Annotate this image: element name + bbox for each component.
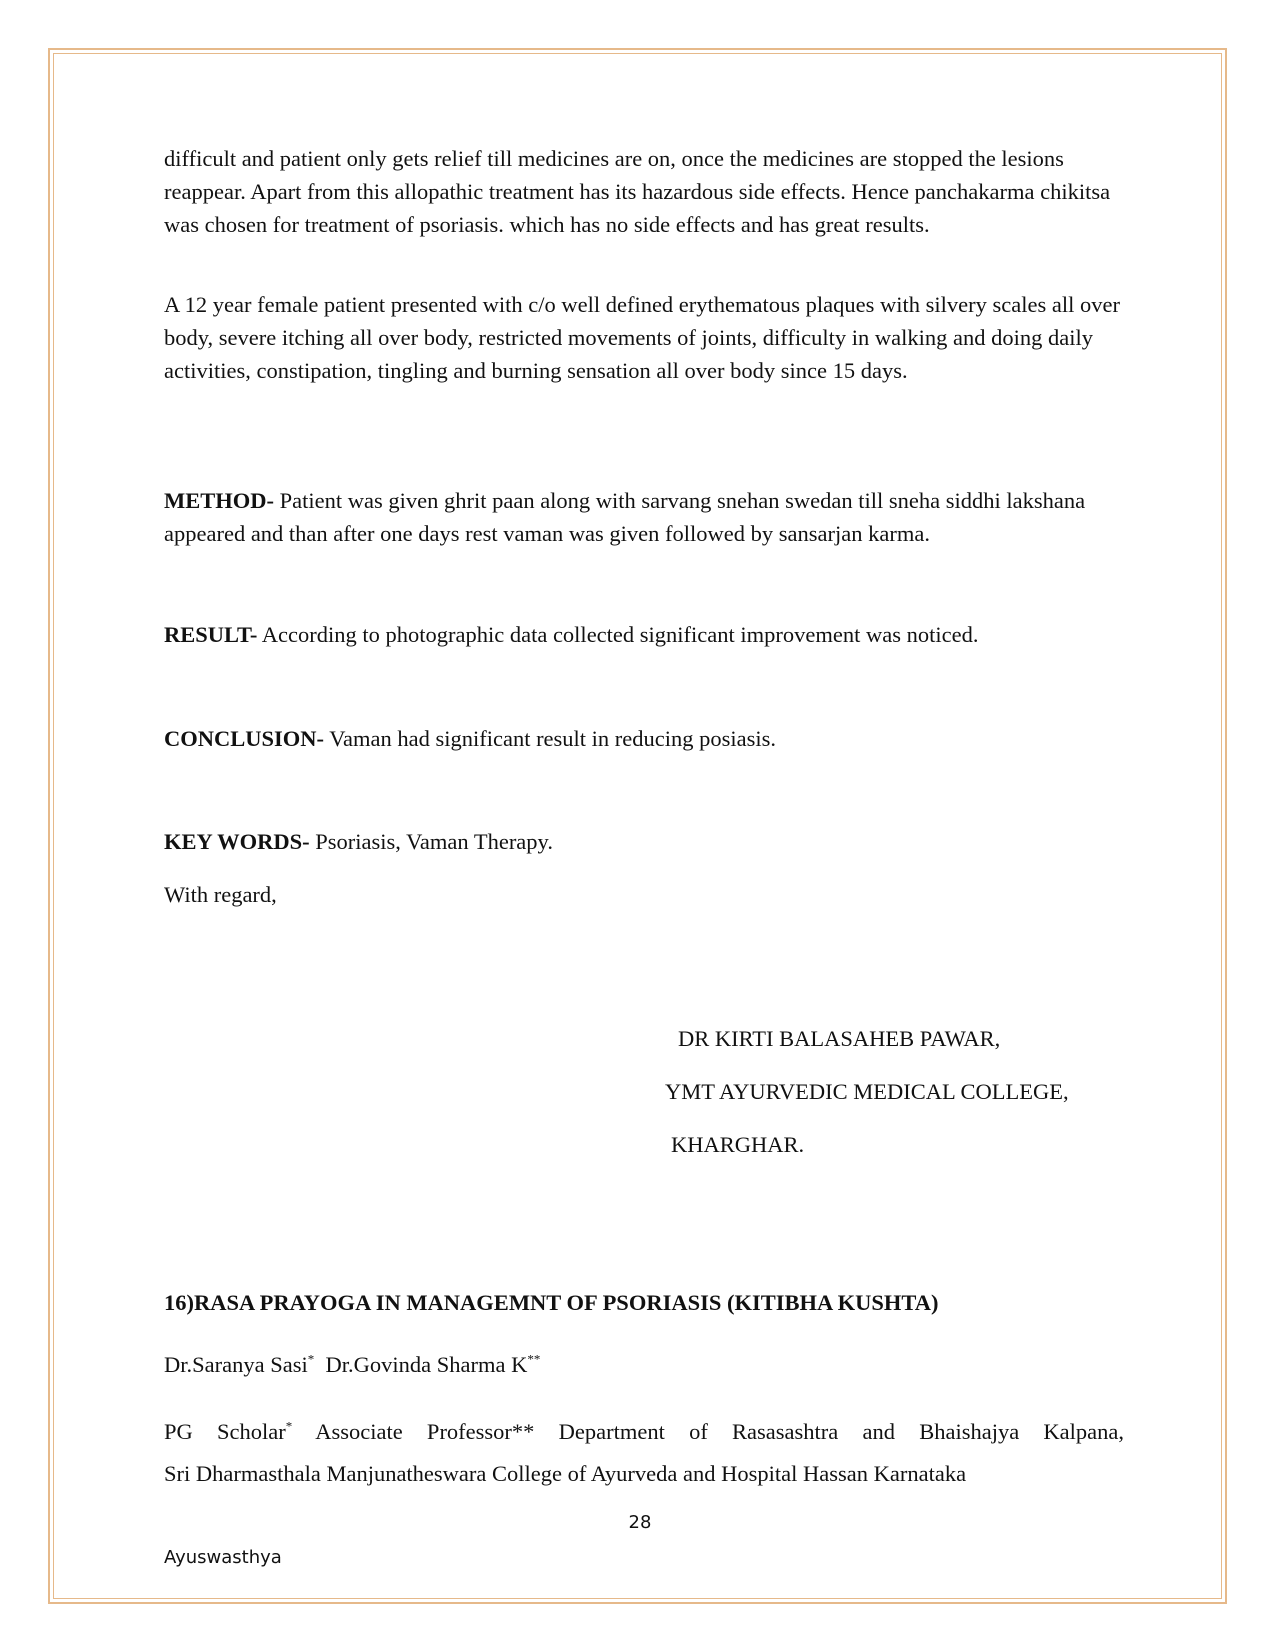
keywords-section	[164, 825, 1124, 858]
signature-college: YMT AYURVEDIC MEDICAL COLLEGE,	[665, 1079, 1069, 1104]
affiliation-line-2: Sri Dharmasthala Manjunatheswara College of Ayurveda and Hospital Hassan Karnataka	[164, 1461, 967, 1486]
author-1: Dr.Saranya Sasi	[164, 1352, 308, 1377]
author-2-mark: **	[527, 1351, 541, 1367]
paragraph-continuation	[164, 142, 1124, 241]
signature-place: KHARGHAR.	[671, 1132, 805, 1157]
conclusion-text: Vaman had significant result in reducing posiasis.	[324, 726, 777, 751]
result-section	[164, 618, 1124, 651]
keywords-text: Psoriasis, Vaman Therapy.	[309, 829, 553, 854]
affiliation-mark: *	[285, 1418, 293, 1434]
conclusion-label: CONCLUSION-	[164, 726, 325, 751]
conclusion-section	[164, 722, 1124, 755]
journal-name: Ayuswasthya	[164, 1547, 282, 1568]
keywords-label: KEY WORDS-	[164, 829, 310, 854]
paragraph-text: A 12 year female patient presented with c/o well defined erythematous plaques with silvery scales all over body, severe itching all over body, restricted movements of joints, difficulty in walking and doing daily activities, constipation, tingling and burning sensation all over body since 15 days.	[164, 292, 1120, 383]
article-title	[164, 1286, 1124, 1319]
method-label: METHOD-	[164, 488, 274, 513]
article-authors	[164, 1348, 1124, 1381]
method-text: Patient was given ghrit paan along with sarvang snehan swedan till sneha siddhi lakshana appeared and than after one days rest vaman was given followed by sansarjan karma.	[164, 488, 1086, 546]
affiliation-line-1: Associate Professor** Department of Rasasashtra and Bhaishajya Kalpana,	[292, 1419, 1124, 1444]
page-number: 28	[628, 1512, 652, 1533]
result-text: According to photographic data collected significant improvement was noticed.	[257, 622, 979, 647]
affiliation-role: PG Scholar	[164, 1419, 286, 1444]
author-2: Dr.Govinda Sharma K	[325, 1352, 528, 1377]
article-affiliation	[164, 1411, 1124, 1495]
closing-line	[164, 878, 1124, 911]
method-section	[164, 484, 1124, 550]
result-label: RESULT-	[164, 622, 258, 647]
signature-name: DR KIRTI BALASAHEB PAWAR,	[678, 1026, 1001, 1051]
author-1-mark: *	[307, 1351, 315, 1367]
closing-text: With regard,	[164, 882, 277, 907]
paragraph-text: difficult and patient only gets relief till medicines are on, once the medicines are stopped the lesions reappear. Apart from this allopathic treatment has its hazardous side effects. Hence panchakarma chikitsa was chosen for treatment of psoriasis. which has no side effects and has great results.	[164, 146, 1111, 237]
article-title-text: 16)RASA PRAYOGA IN MANAGEMNT OF PSORIASIS (KITIBHA KUSHTA)	[164, 1290, 939, 1315]
paragraph-case	[164, 288, 1124, 387]
